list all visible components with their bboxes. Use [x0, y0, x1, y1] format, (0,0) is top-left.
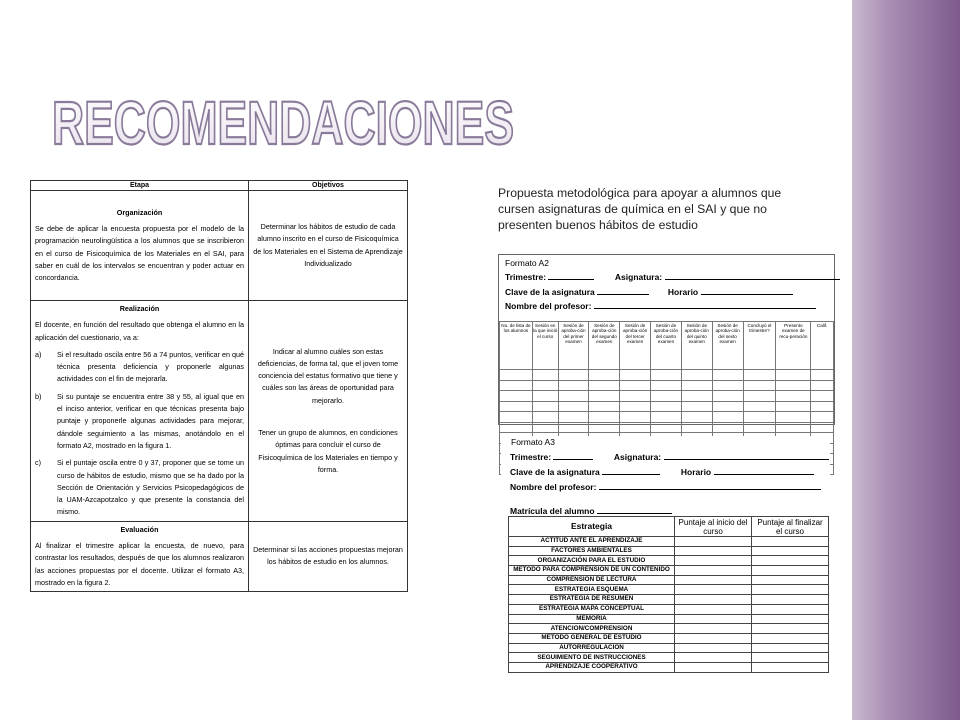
form-a2-cell	[589, 412, 620, 423]
score-cell	[752, 585, 829, 595]
form-a2-title: Formato A2	[505, 258, 549, 268]
strategy-name: ATENCION/COMPRENSION	[509, 624, 675, 634]
form-a2-empty-row	[500, 380, 834, 391]
evaluation-objective: Determinar si las acciones propuestas mejoran los hábitos de estudio en los alumnos.	[249, 521, 408, 591]
form-a2-cell	[681, 391, 712, 402]
form-a3-line-2	[510, 467, 814, 477]
score-cell	[752, 575, 829, 585]
strategy-name: APRENDIZAJE COOPERATIVO	[509, 662, 675, 672]
form-a2-empty-row	[500, 401, 834, 412]
form-a2-empty-row	[500, 422, 834, 433]
strategy-row	[509, 537, 829, 547]
score-cell	[675, 633, 752, 643]
form-a2-cell	[532, 401, 558, 412]
score-cell	[752, 624, 829, 634]
score-cell	[675, 575, 752, 585]
strategy-name: AUTORREGULACION	[509, 643, 675, 653]
score-cell	[675, 662, 752, 672]
form-a2-cell	[712, 391, 743, 402]
form-a2-cell	[776, 412, 811, 423]
score-cell	[752, 643, 829, 653]
form-a2-cell	[651, 370, 682, 381]
form-a2	[498, 254, 835, 425]
slide-title	[52, 86, 572, 156]
form-a2-cell	[712, 380, 743, 391]
form-a2-cell	[743, 422, 776, 433]
form-a2-cell	[743, 380, 776, 391]
organization-objective: Determinar los hábitos de estudio de cada alumno inscrito en el curso de Fisicoquímica de los Materiales en el Sistema de Aprendizaje Individualizado	[249, 191, 408, 301]
form-a2-cell	[743, 401, 776, 412]
objectives-header: Objetivos	[249, 181, 408, 191]
form-a2-cell	[500, 422, 533, 433]
score-cell	[752, 604, 829, 614]
score-cell	[675, 595, 752, 605]
realization-intro: El docente, en función del resultado que obtenga el alumno en la aplicación del cuestionario, va a:	[35, 320, 244, 342]
form-a2-line-2	[505, 287, 793, 297]
trimestre-label: Trimestre:	[505, 272, 547, 282]
strategy-name: MEMORIA	[509, 614, 675, 624]
form-a2-cell	[811, 401, 834, 412]
matricula-label: Matrícula del alumno	[510, 506, 595, 516]
asignatura-label: Asignatura:	[613, 452, 662, 462]
form-a2-empty-row	[500, 391, 834, 402]
form-a2-cell	[532, 380, 558, 391]
strategy-name: ACTITUD ANTE EL APRENDIZAJE	[509, 537, 675, 547]
form-a2-cell	[532, 422, 558, 433]
form-a2-cell	[589, 391, 620, 402]
strategy-name: COMPRENSIÓN DE LECTURA	[509, 575, 675, 585]
strategy-row	[509, 653, 829, 663]
score-cell	[675, 585, 752, 595]
form-a2-cell	[500, 391, 533, 402]
form-a2-line-3	[505, 301, 816, 311]
form-a2-column-header: Sesión en la que inició el curso	[532, 322, 558, 370]
form-a2-cell	[743, 370, 776, 381]
item-text: Si el puntaje oscila entre 0 y 37, proponer que se tome un curso de hábitos de estudio, mismo que se ha dado por la Sección de Orientación y Servicios Psicopedagógicos de la UAM-Azcapotzalco y que presente la constancia del mismo.	[57, 458, 244, 517]
organization-title: Organización	[116, 207, 163, 217]
form-a2-column-header: Sesión de aproba-ción del segundo examen	[589, 322, 620, 370]
strategy-name: SEGUIMIENTO DE INSTRUCCIONES	[509, 653, 675, 663]
form-a2-cell	[651, 412, 682, 423]
strategy-name: ORGANIZACIÓN PARA EL ESTUDIO	[509, 556, 675, 566]
horario-label: Horario	[667, 287, 699, 297]
form-a2-column-header: Concluyó el trimestre?	[743, 322, 776, 370]
form-a2-cell	[589, 380, 620, 391]
item-text: Si el resultado oscila entre 56 a 74 puntos, verificar en qué técnica presenta deficiencia y proponerle algunas actividades con el fin de mejorarla.	[57, 349, 244, 384]
form-a3-title: Formato A3	[511, 437, 555, 447]
form-a2-cell	[532, 370, 558, 381]
form-a2-column-header: Sesión de aproba-ción del cuarto examen	[651, 322, 682, 370]
score-cell	[752, 537, 829, 547]
form-a2-cell	[776, 391, 811, 402]
item-text: Si su puntaje se encuentra entre 38 y 55, al igual que en el inciso anterior, verificar en que técnicas presenta bajo puntaje y proponerle algunas actividades para mejorar, dándole seguimiento a las mismas, anotándolo en el formato A2, mostrado en la figura 1.	[57, 391, 244, 450]
item-label: c)	[35, 458, 41, 468]
form-a2-cell	[558, 370, 589, 381]
form-a2-cell	[558, 422, 589, 433]
realization-item	[35, 457, 244, 518]
strategy-row	[509, 633, 829, 643]
form-a2-cell	[532, 391, 558, 402]
strategy-header: Estrategia	[509, 517, 675, 537]
score-cell	[752, 546, 829, 556]
score-cell	[752, 633, 829, 643]
form-a2-column-header: Sesión de aproba-ción del primer examen	[558, 322, 589, 370]
stages-table	[30, 180, 408, 592]
form-a2-cell	[500, 380, 533, 391]
form-a2-line-1	[505, 272, 840, 282]
form-a2-cell	[811, 370, 834, 381]
form-a2-cell	[651, 391, 682, 402]
realization-row	[31, 301, 408, 522]
strategy-row	[509, 604, 829, 614]
form-a3-line-4	[510, 506, 672, 516]
score-cell	[752, 614, 829, 624]
form-a2-cell	[776, 380, 811, 391]
score-cell	[675, 653, 752, 663]
score-cell	[675, 546, 752, 556]
form-a2-cell	[558, 401, 589, 412]
form-a2-cell	[712, 412, 743, 423]
form-a2-cell	[811, 422, 834, 433]
form-a2-cell	[776, 422, 811, 433]
strategy-name: ESTRATEGIA ESQUEMA	[509, 585, 675, 595]
form-a2-cell	[651, 401, 682, 412]
form-a2-cell	[651, 422, 682, 433]
strategy-name: FACTORES AMBIENTALES	[509, 546, 675, 556]
form-a3-line-1	[510, 452, 829, 462]
form-a2-column-header: Sesión de aproba-ción del tercer examen	[620, 322, 651, 370]
form-a3	[501, 436, 830, 688]
strategy-name: METODO PARA COMPRENSIÓN DE UN CONTENIDO	[509, 566, 675, 576]
item-label: b)	[35, 391, 42, 401]
side-decor-band	[852, 0, 960, 720]
strategy-row	[509, 575, 829, 585]
strategy-row	[509, 546, 829, 556]
form-a2-cell	[776, 401, 811, 412]
organization-text: Se debe de aplicar la encuesta propuesta por el modelo de la programación neurolingüística a los alumnos que se inscribieron en el curso de Fisicoquímica de los Materiales en el SAI, para saber en cuál de los intervalos se encuentran y poder actuar en concordancia.	[35, 223, 244, 283]
form-a2-cell	[776, 370, 811, 381]
score-cell	[675, 537, 752, 547]
profesor-label: Nombre del profesor:	[505, 301, 592, 311]
form-a2-cell	[532, 412, 558, 423]
score-cell	[675, 604, 752, 614]
form-a2-cell	[743, 412, 776, 423]
score-cell	[675, 614, 752, 624]
form-a2-cell	[620, 401, 651, 412]
strategy-row	[509, 662, 829, 672]
form-a2-cell	[681, 380, 712, 391]
strategy-name: ESTRATEGIA MAPA CONCEPTUAL	[509, 604, 675, 614]
trimestre-label: Trimestre:	[510, 452, 552, 462]
strategy-row	[509, 556, 829, 566]
form-a2-cell	[811, 412, 834, 423]
realization-objective-1: Indicar al alumno cuáles son estas deficiencias, de forma tal, que el joven tome conciencia del estatus formativo que tiene y cuáles son las áreas de oportunidad para mejorarlo.	[257, 346, 399, 405]
form-a2-cell	[500, 412, 533, 423]
form-a3-grid	[508, 516, 829, 673]
form-a2-cell	[558, 391, 589, 402]
evaluation-text: Al finalizar el trimestre aplicar la encuesta, de nuevo, para contrastar los resultados, después de que los alumnos realizaron las acciones propuestas por el docente. Utilizar el formato A3, mostrado en la figura 2.	[35, 541, 244, 587]
form-a2-cell	[712, 370, 743, 381]
strategy-row	[509, 595, 829, 605]
strategy-row	[509, 614, 829, 624]
form-a2-cell	[589, 422, 620, 433]
horario-label: Horario	[680, 467, 712, 477]
strategy-name: ESTRATEGIA DE RESUMEN	[509, 595, 675, 605]
form-a2-cell	[681, 412, 712, 423]
profesor-label: Nombre del profesor:	[510, 482, 597, 492]
form-a2-column-header: Sesión de aproba-ción del sexto examen	[712, 322, 743, 370]
form-a2-cell	[811, 380, 834, 391]
form-a2-column-header: Presento examen de recu-peración	[776, 322, 811, 370]
item-label: a)	[35, 349, 42, 359]
score-cell	[675, 643, 752, 653]
organization-row	[31, 191, 408, 301]
strategy-row	[509, 624, 829, 634]
realization-objective-2: Tener un grupo de alumnos, en condiciones óptimas para concluir el curso de Fisicoquímica de los Materiales en tiempo y forma.	[258, 428, 398, 474]
score-cell	[752, 556, 829, 566]
form-a2-cell	[589, 401, 620, 412]
clave-label: Clave de la asignatura	[505, 287, 595, 297]
form-a2-cell	[558, 380, 589, 391]
score-cell	[752, 595, 829, 605]
strategy-row	[509, 566, 829, 576]
form-a3-line-3	[510, 482, 821, 492]
start-score-header: Puntaje al inicio del curso	[675, 517, 752, 537]
score-cell	[752, 566, 829, 576]
strategy-row	[509, 585, 829, 595]
form-a2-cell	[620, 422, 651, 433]
evaluation-row	[31, 521, 408, 591]
form-a2-empty-row	[500, 412, 834, 423]
score-cell	[752, 653, 829, 663]
form-a2-cell	[681, 401, 712, 412]
realization-title: Realización	[119, 304, 160, 313]
score-cell	[675, 556, 752, 566]
score-cell	[675, 566, 752, 576]
strategy-name: METODO GENERAL DE ESTUDIO	[509, 633, 675, 643]
form-a2-cell	[620, 412, 651, 423]
form-a2-cell	[712, 422, 743, 433]
end-score-header: Puntaje al finalizar el curso	[752, 517, 829, 537]
form-a2-cell	[651, 380, 682, 391]
lead-paragraph: Propuesta metodológica para apoyar a alumnos que cursen asignaturas de química en el SAI y que no presenten buenos hábitos de estudio	[498, 186, 782, 232]
evaluation-title: Evaluación	[120, 524, 159, 534]
form-a2-cell	[500, 370, 533, 381]
stage-header: Etapa	[31, 181, 249, 191]
realization-item	[35, 391, 244, 452]
slide-title-text: RECOMENDACIONES	[52, 89, 514, 157]
form-a2-cell	[620, 370, 651, 381]
clave-label: Clave de la asignatura	[510, 467, 600, 477]
score-cell	[675, 624, 752, 634]
form-a2-cell	[558, 412, 589, 423]
form-a2-cell	[589, 370, 620, 381]
strategy-row	[509, 643, 829, 653]
asignatura-label: Asignatura:	[614, 272, 663, 282]
form-a2-cell	[743, 391, 776, 402]
form-a2-column-header: Sesión de aproba-ción del quinto examen	[681, 322, 712, 370]
form-a2-column-header: No. de lista de los alumnos	[500, 322, 533, 370]
form-a2-column-header: Calif.	[811, 322, 834, 370]
form-a2-cell	[811, 391, 834, 402]
realization-item	[35, 349, 244, 386]
score-cell	[752, 662, 829, 672]
form-a2-cell	[620, 391, 651, 402]
form-a2-cell	[620, 380, 651, 391]
form-a2-empty-row	[500, 370, 834, 381]
form-a2-cell	[500, 401, 533, 412]
form-a2-cell	[681, 370, 712, 381]
form-a2-cell	[712, 401, 743, 412]
form-a2-cell	[681, 422, 712, 433]
